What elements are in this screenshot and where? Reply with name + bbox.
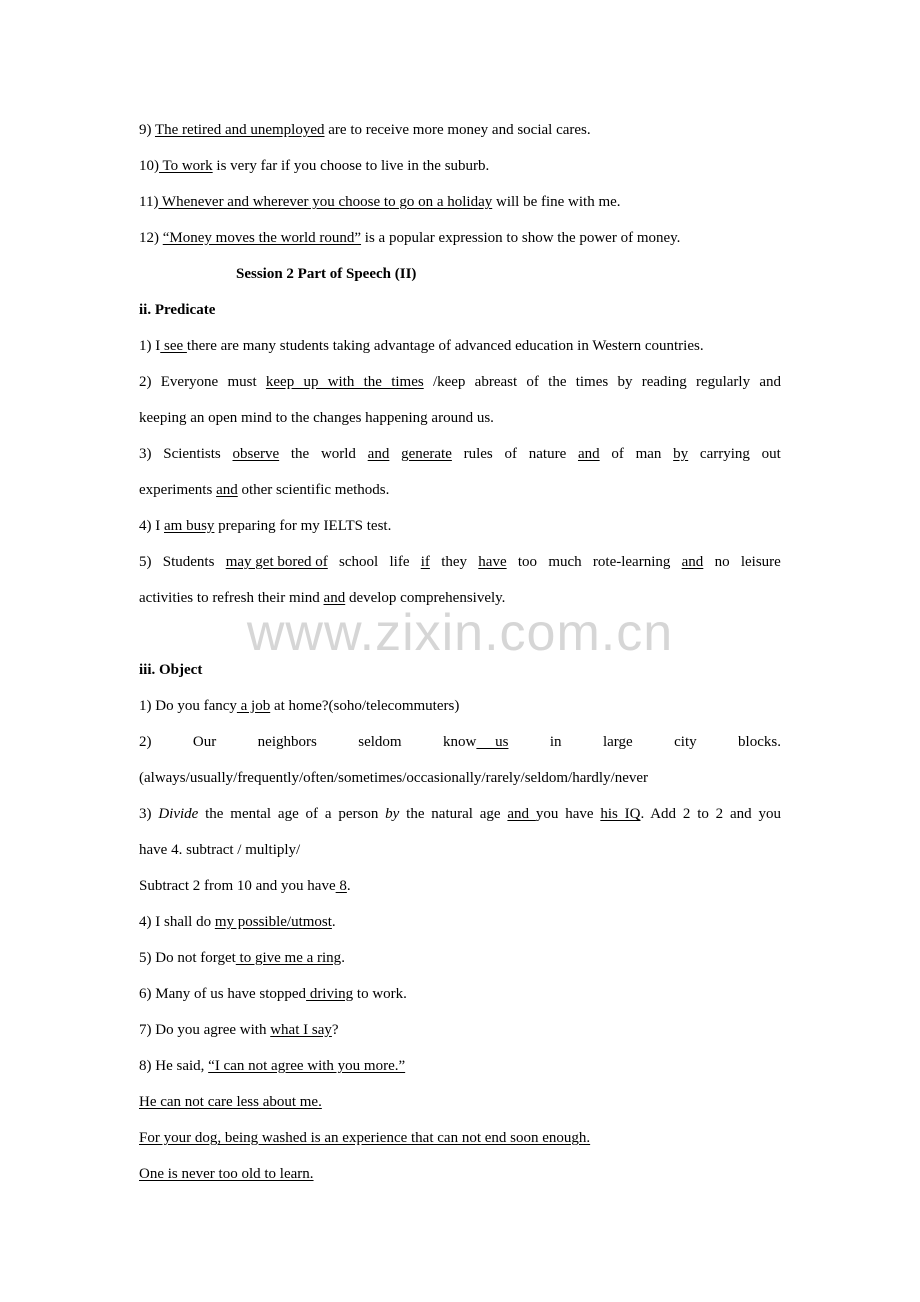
word: much [548,554,582,570]
word: out [761,446,781,462]
sentence-text: . [341,950,345,966]
predicate-item-5-cont [139,580,781,616]
word: 3) [139,446,152,462]
underlined-phrase: One is never too old to learn. [139,1166,314,1182]
underlined-phrase: Whenever and wherever you choose to go on a holiday [158,194,493,210]
underlined-phrase: by [673,446,689,462]
sentence-text: . [331,914,336,930]
word: seldom [358,734,402,750]
spacer [139,616,781,652]
item-number: 9) [139,122,155,138]
sentence-text: /keep abreast of the times by reading regularly and [423,374,781,390]
predicate-item-5 [139,544,781,580]
underlined-phrase: The retired and unemployed [154,122,325,138]
underlined-phrase: a job [236,698,271,714]
sentence-text: . Add 2 to 2 and you [640,806,781,822]
underlined-phrase: if [420,554,430,570]
underlined-phrase: “Money moves the world round” [162,230,362,246]
sentence-text: the natural age [399,806,508,822]
underlined-phrase: and [216,482,238,498]
watermark: www.zixin.com.cn [246,604,674,662]
word: too [517,554,538,570]
object-item-8 [139,1048,781,1084]
word: Our [192,734,217,750]
object-item-8-example-2 [139,1120,781,1156]
underlined-phrase: and [681,554,704,570]
word: know [443,734,477,750]
word: in [549,734,562,750]
word: Scientists [163,446,221,462]
line-12 [139,220,781,256]
sentence-text: you have [535,806,601,822]
sentence-text: 2) Everyone must [139,374,266,390]
word: nature [528,446,567,462]
word: school [339,554,379,570]
predicate-item-4 [139,508,781,544]
word: 5) [139,554,152,570]
line-10 [139,148,781,184]
predicate-item-2 [139,364,781,400]
word: 2) [139,734,152,750]
sentence-text: Subtract 2 from 10 and you have [139,878,336,894]
object-item-7 [139,1012,781,1048]
sentence-text: at home?(soho/telecommuters) [270,698,460,714]
sentence-text: preparing for my IELTS test. [214,518,392,534]
underlined-phrase: and [323,590,346,606]
sentence-text: 1) I [139,338,161,354]
sentence-text: 5) Do not forget [139,950,236,966]
underlined-phrase: may get bored of [225,554,328,570]
object-item-2-cont: (always/usually/frequently/often/sometimes/occasionally/rarely/seldom/hardly/never [139,770,649,786]
word: no [714,554,730,570]
line-9 [139,112,781,148]
sentence-text: there are many students taking advantage of advanced education in Western countries. [186,338,704,354]
italic-word: by [385,806,400,822]
object-item-8-example-1 [139,1084,781,1120]
word: Students [162,554,215,570]
sentence-text: 4) I [139,518,164,534]
word: the [290,446,310,462]
item-number: 11) [139,194,159,210]
underlined-phrase: To work [159,158,213,174]
sentence-text: . [346,878,351,894]
word: rules [463,446,493,462]
object-item-8-example-3 [139,1156,781,1192]
object-item-1 [139,688,781,724]
word: blocks. [738,734,781,750]
sentence-text: to work. [353,986,407,1002]
underlined-phrase: us [476,734,509,750]
sentence-text: ? [331,1022,339,1038]
underlined-phrase: have [478,554,507,570]
word: of [504,446,518,462]
object-item-3-cont2 [139,868,781,904]
sentence-text: 1) Do you fancy [139,698,237,714]
sentence-text: are to receive more money and social cares. [324,122,591,138]
predicate-item-2-cont: keeping an open mind to the changes happening around us. [139,410,494,426]
word [443,724,508,760]
underlined-phrase: his IQ [600,806,641,822]
word: of [611,446,624,462]
underlined-phrase: For your dog, being washed is an experience that can not end soon enough. [139,1130,591,1146]
word: neighbors [257,734,317,750]
underlined-phrase: generate [401,446,452,462]
word: leisure [740,554,781,570]
predicate-item-3 [139,436,781,472]
predicate-heading: ii. Predicate [139,302,216,318]
object-item-3-cont: have 4. subtract / multiply/ [139,842,301,858]
underlined-phrase: am busy [164,518,215,534]
sentence-text: will be fine with me. [492,194,621,210]
word: life [389,554,410,570]
italic-word: Divide [158,806,199,822]
word: man [635,446,662,462]
word: rote-learning [592,554,671,570]
sentence-text: 3) [139,806,159,822]
item-number: 10) [139,158,159,174]
sentence-text: other scientific methods. [237,482,390,498]
sentence-text: 4) I shall do [139,914,215,930]
word: large [602,734,633,750]
item-number: 12) [139,230,163,246]
word: world [320,446,356,462]
object-item-5 [139,940,781,976]
underlined-phrase: keep up with the times [265,374,424,390]
predicate-item-1 [139,328,781,364]
sentence-text: is a popular expression to show the power of money. [361,230,681,246]
word: they [441,554,468,570]
underlined-phrase: He can not care less about me. [139,1094,322,1110]
sentence-text: is very far if you choose to live in the suburb. [212,158,490,174]
underlined-phrase: “I can not agree with you more.” [208,1058,406,1074]
object-item-6 [139,976,781,1012]
underlined-phrase: 8 [335,878,347,894]
underlined-phrase: what I say [270,1022,332,1038]
object-item-3 [139,796,781,832]
sentence-text: 6) Many of us have stopped [139,986,307,1002]
sentence-text: activities to refresh their mind [139,590,324,606]
underlined-phrase: and [367,446,390,462]
underlined-phrase: observe [232,446,280,462]
underlined-phrase: to give me a ring [235,950,342,966]
underlined-phrase: see [160,338,187,354]
underlined-phrase: and [577,446,600,462]
sentence-text: 7) Do you agree with [139,1022,271,1038]
object-item-4 [139,904,781,940]
sentence-text: develop comprehensively. [345,590,506,606]
object-item-2 [139,724,781,760]
word: carrying [699,446,750,462]
document-page [139,112,781,1192]
predicate-item-3-cont [139,472,781,508]
session-heading: Session 2 Part of Speech (II) [236,266,417,282]
underlined-phrase: my possible/utmost [214,914,332,930]
object-heading: iii. Object [139,662,203,678]
line-11 [139,184,781,220]
sentence-text: 8) He said, [139,1058,209,1074]
underlined-phrase: driving [306,986,354,1002]
sentence-text: the mental age of a person [198,806,386,822]
sentence-text: experiments [139,482,217,498]
word: city [674,734,697,750]
underlined-phrase: and [507,806,536,822]
